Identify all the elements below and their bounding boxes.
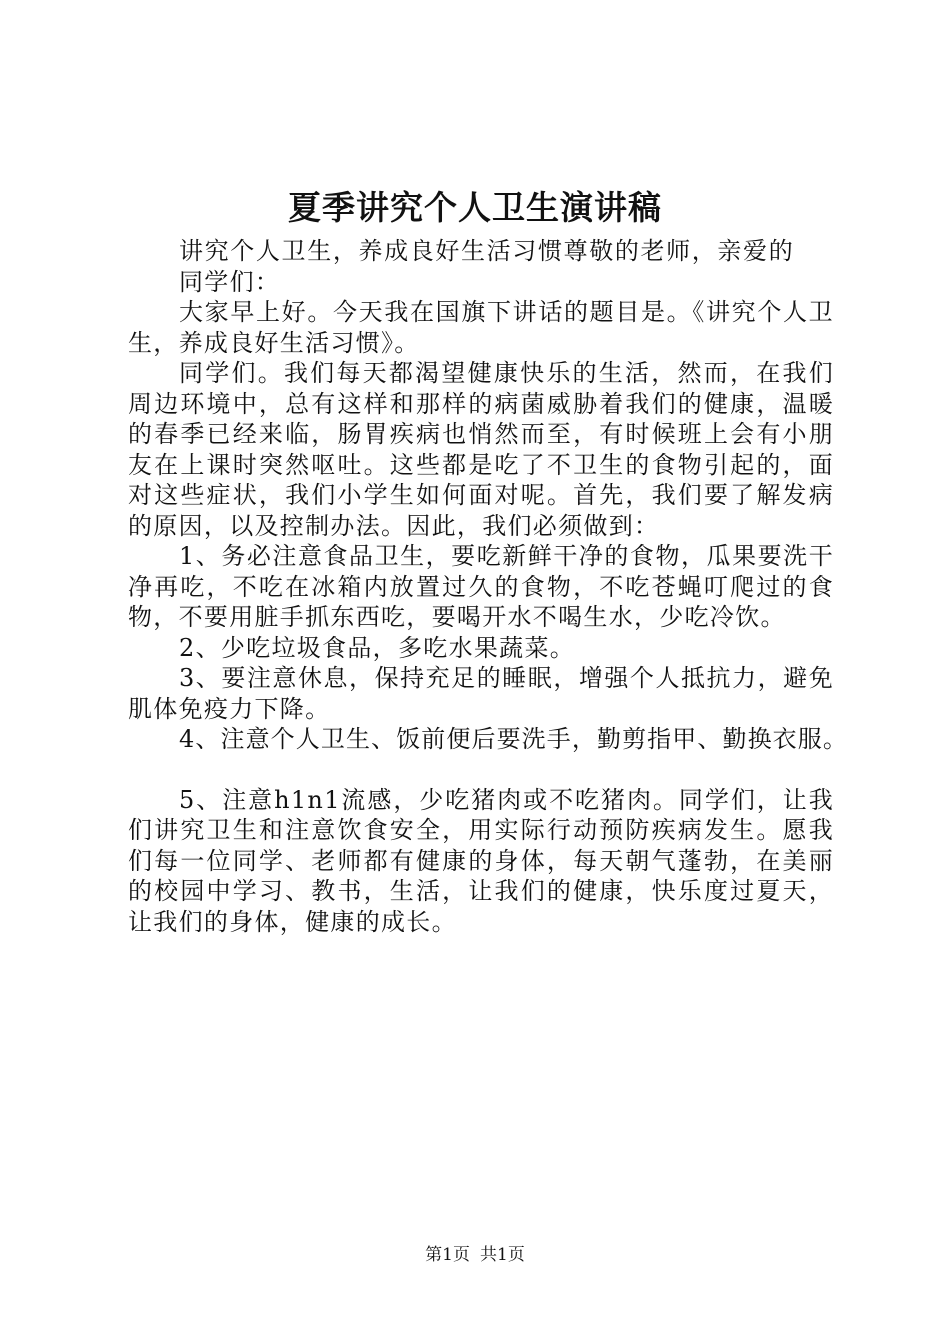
page-number: 第1页 bbox=[425, 1245, 470, 1265]
document-body bbox=[128, 236, 848, 937]
intro-paragraph: 大家早上好。今天我在国旗下讲话的题目是。《讲究个人卫生，养成良好生活习惯》。 bbox=[128, 298, 834, 357]
list-item-5: 5、注意h1n1流感，少吃猪肉或不吃猪肉。同学们，让我们讲究卫生和注意饮食安全，用实际行动预防疾病发生。愿我们每一位同学、老师都有健康的身体，每天朝气蓬勃，在美丽的校园中学习、教书，生活，让我们的健康，快乐度过夏天，让我们的身体，健康的成长。 bbox=[128, 785, 834, 936]
page-total: 共1页 bbox=[480, 1245, 525, 1265]
list-item-4: 4、注意个人卫生、饭前便后要洗手，勤剪指甲、勤换衣服。 bbox=[179, 725, 848, 753]
list-item-3: 3、要注意休息，保持充足的睡眠，增强个人抵抗力，避免肌体免疫力下降。 bbox=[128, 664, 834, 723]
list-item-1: 1、务必注意食品卫生，要吃新鲜干净的食物，瓜果要洗干净再吃，不吃在冰箱内放置过久的食物，不吃苍蝇叮爬过的食物，不要用脏手抓东西吃，要喝开水不喝生水，少吃冷饮。 bbox=[128, 542, 834, 631]
document-title: 夏季讲究个人卫生演讲稿 bbox=[288, 188, 662, 227]
body-paragraph: 同学们。我们每天都渴望健康快乐的生活，然而，在我们周边环境中，总有这样和那样的病菌威胁着我们的健康，温暖的春季已经来临，肠胃疾病也悄然而至，有时候班上会有小朋友在上课时突然呕吐。这些都是吃了不卫生的食物引起的，面对这些症状，我们小学生如何面对呢。首先，我们要了解发病的原因，以及控制办法。因此，我们必须做到： bbox=[128, 359, 834, 540]
list-item-2: 2、少吃垃圾食品，多吃水果蔬菜。 bbox=[179, 633, 576, 662]
greeting-paragraph: 讲究个人卫生，养成良好生活习惯尊敬的老师，亲爱的同学们： bbox=[179, 237, 794, 296]
page-footer bbox=[0, 1243, 950, 1267]
